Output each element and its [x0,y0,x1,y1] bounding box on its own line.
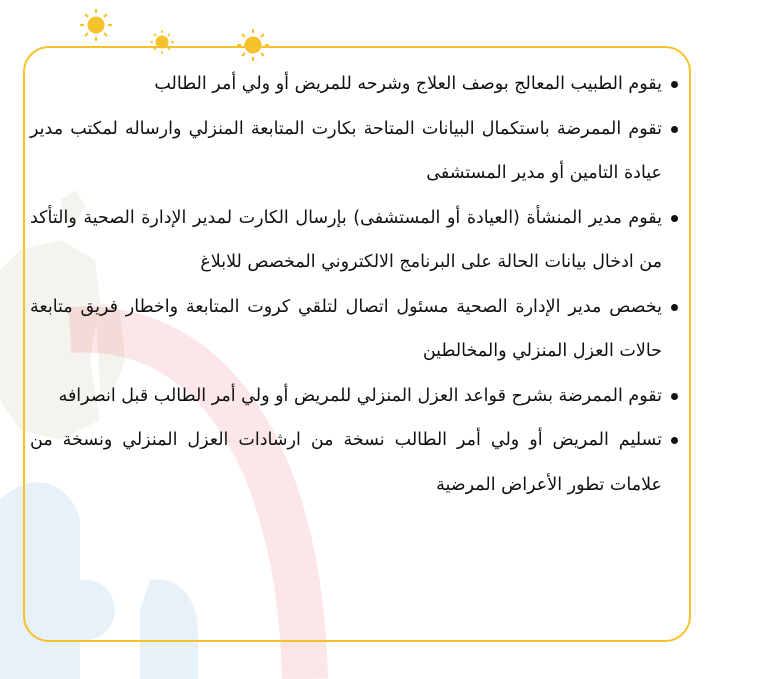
list-item-text: تسليم المريض أو ولي أمر الطالب نسخة من ارشادات العزل المنزلي ونسخة من علامات تطور الأعراض المرضية [30,430,662,495]
sun-icon [80,9,112,41]
bullet-icon [671,81,678,88]
bullet-icon [671,437,678,444]
list-item-text: يقوم الطبيب المعالج بوصف العلاج وشرحه للمريض أو ولي أمر الطالب [154,74,662,94]
list-item-text: يخصص مدير الإدارة الصحية مسئول اتصال لتلقي كروت المتابعة واخطار فريق متابعة حالات العزل المنزلي والمخالطين [30,296,662,361]
bullet-icon [671,215,678,222]
list-item [30,418,678,507]
list-item [30,374,678,419]
list-item [30,62,678,107]
list-item [30,107,678,196]
list-item-text: تقوم الممرضة باستكمال البيانات المتاحة بكارت المتابعة المنزلي وارساله لمكتب مدير عيادة التامين أو مدير المستشفى [30,118,662,183]
list-item-text: يقوم مدير المنشأة (العيادة أو المستشفى) بإرسال الكارت لمدير الإدارة الصحية والتأكد من ادخال بيانات الحالة على البرنامج الالكتروني المخصص للابلاغ [30,207,662,272]
list-item [30,285,678,374]
bullet-icon [671,126,678,133]
instructions-list [30,62,678,507]
list-item [30,196,678,285]
bullet-icon [671,393,678,400]
bullet-icon [671,304,678,311]
list-item-text: تقوم الممرضة بشرح قواعد العزل المنزلي للمريض أو ولي أمر الطالب قبل انصرافه [58,385,662,406]
